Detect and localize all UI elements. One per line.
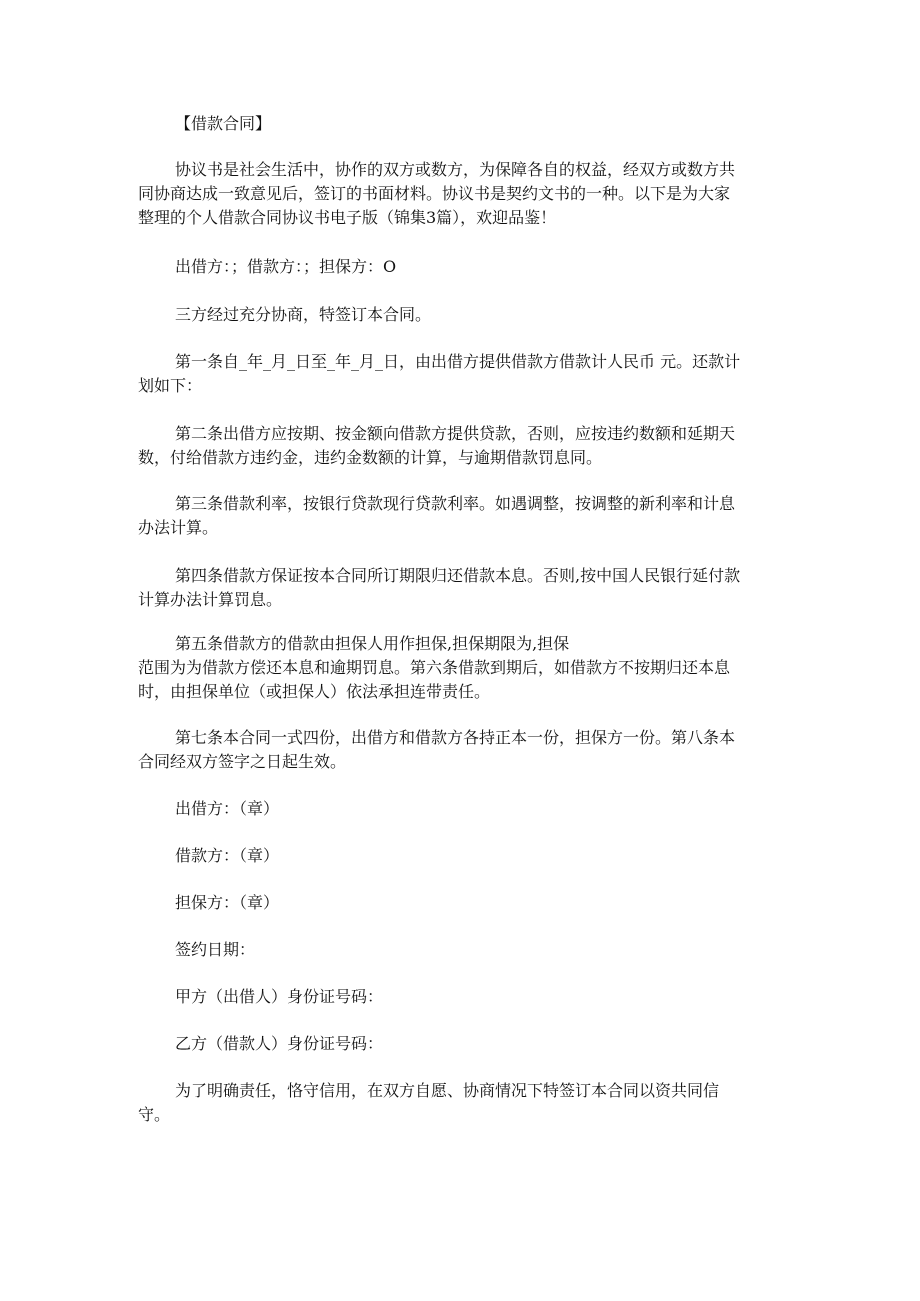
document-heading: 【借款合同】 <box>175 114 272 133</box>
article-4: 第四条借款方保证按本合同所订期限归还借款本息。否则,按中国人民银行延付款 计算办法计算罚息。 <box>138 566 741 609</box>
article-5-6: 第五条借款方的借款由担保人用作担保,担保期限为,担保 范围为为借款方偿还本息和逾期罚息。第六条借款到期后，如借款方不按期归还本息 时，由担保单位（或担保人）依法承担连带责任。 <box>138 634 731 701</box>
agreement-line: 三方经过充分协商，特签订本合同。 <box>175 305 432 324</box>
article-7-8: 第七条本合同一式四份，出借方和借款方各持正本一份，担保方一份。第八条本 合同经双方签字之日起生效。 <box>138 728 736 771</box>
party-a-id: 甲方（出借人）身份证号码： <box>175 987 384 1006</box>
article-2: 第二条出借方应按期、按金额向借款方提供贷款，否则，应按违约数额和延期天 数，付给借款方违约金，违约金数额的计算，与逾期借款罚息同。 <box>138 424 736 467</box>
closing-paragraph: 为了明确责任，恪守信用，在双方自愿、协商情况下特签订本合同以资共同信 守。 <box>138 1081 720 1124</box>
parties-line: 出借方：；借款方：；担保方：O <box>175 257 397 276</box>
article-3: 第三条借款利率，按银行贷款现行贷款利率。如遇调整，按调整的新利率和计息 办法计算。 <box>138 494 736 537</box>
signature-lender: 出借方：（章） <box>175 799 280 818</box>
party-b-id: 乙方（借款人）身份证号码： <box>175 1034 384 1053</box>
signature-borrower: 借款方：（章） <box>175 846 280 865</box>
intro-paragraph: 协议书是社会生活中，协作的双方或数方，为保障各自的权益，经双方或数方共 同协商达成一致意见后，签订的书面材料。协议书是契约文书的一种。以下是为大家 整理的个人借款合同协议书电子版（锦集3篇），欢迎品鉴！ <box>138 160 736 227</box>
article-1: 第一条自_年_月_日至_年_月_日，由出借方提供借款方借款计人民币 元。还款计 划如下： <box>138 352 741 395</box>
signing-date: 签约日期： <box>175 940 256 959</box>
signature-guarantor: 担保方：（章） <box>175 893 280 912</box>
